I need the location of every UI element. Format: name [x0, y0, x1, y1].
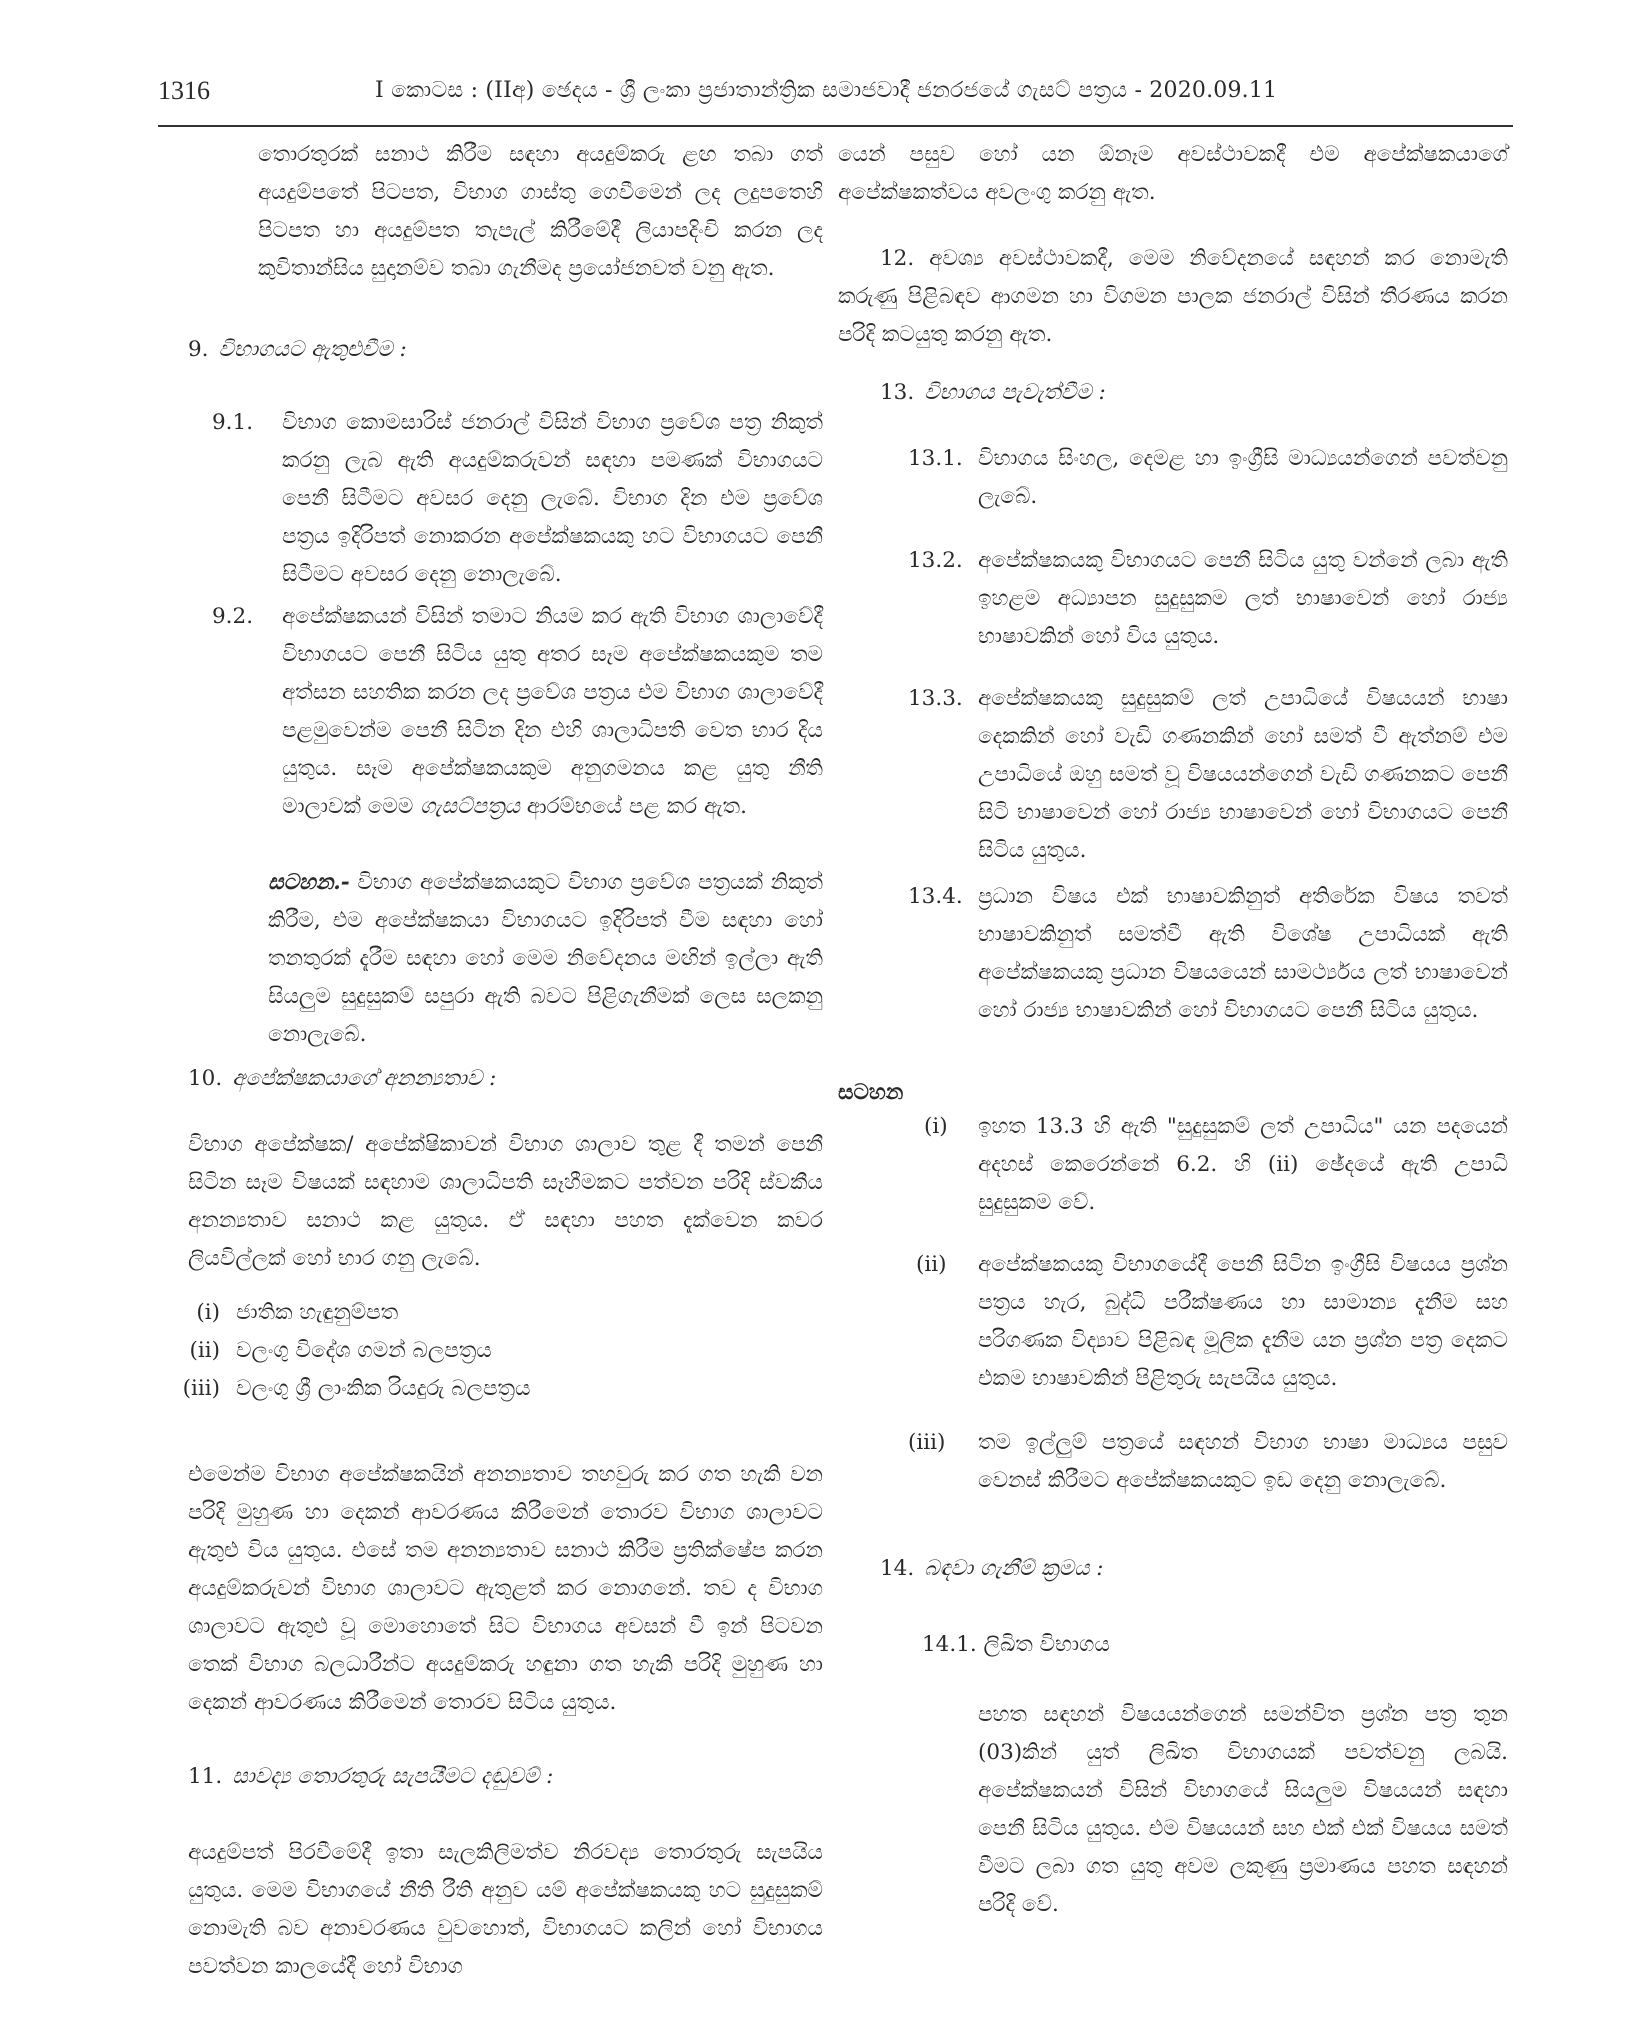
paragraph-text: එමෙන්ම විභාග අපේක්ෂකයින් අනන්‍යතාව තහවුරු කර ගත හැකි වන පරිදි මුහුණ හා දෙකන් ආවරණය කිරීමෙන් තොරව විභාග ශාලාවට ඇතුළු විය යුතුය. එසේ තම අනන්‍යතාව සනාථ කිරීම ප්‍රතික්ෂේප කරන අයදුම්කරුවන් විභාග ශාලාවට ඇතුළත් කර නොගනේ. තව ද විභාග ශාලාවට ඇතුළු වූ මොහොතේ සිට විභාගය අවසන් වී ඉන් පිටවන තෙක් විභාග බලධාරීන්ට අයදුම්කරු හඳුනා ගත හැකි පරිදි මුහුණ හා දෙකන් ආවරණය කිරීමෙන් තොරව සිටිය යුතුය.	[188, 1462, 823, 1715]
header-rule	[158, 125, 1513, 127]
clause-number: 13.2.	[908, 548, 963, 573]
clause-text: අපේක්ෂකයකු සුදුසුකම් ලත් උපාධියේ විෂයයන් භාෂා දෙකකින් හෝ වැඩි ගණනකින් හෝ සමත් වී ඇත්නම් එම උපාධියේ ඔහු සමත් වූ විෂයයන්ගෙන් වැඩි ගණනකට පෙනී සිටි භාෂාවෙන් හෝ රාජ්‍ය භාෂාවෙන් හෝ විභාගයට පෙනී සිටිය යුතුය.	[978, 686, 1508, 863]
section-title: විභාගය පැවැත්වීම :	[924, 380, 1106, 405]
section-title: බඳවා ගැනීම් ක්‍රමය :	[924, 1556, 1104, 1581]
section-13-heading	[838, 374, 1508, 412]
section-number: 10.	[188, 1066, 223, 1091]
note-9-2	[188, 864, 823, 1054]
section-14-heading	[838, 1550, 1508, 1588]
section-10-paragraph-2	[188, 1456, 823, 1722]
section-9-heading	[188, 331, 823, 369]
paragraph-text: පහත සඳහන් විෂයයන්ගෙන් සමන්විත ප්‍රශ්න පත්‍ර තුන (03)කින් යුත් ලිඛිත විභාගයක් පවත්වනු ලබයි. අපේක්ෂකයන් විසින් විභාගයේ සියලුම විෂයයන් සඳහා පෙනී සිටිය යුතුය. එම විෂයයන් සහ එක් එක් විෂයය සමත් වීමට ලබා ගත යුතු අවම ලකුණු ප්‍රමාණය පහත සඳහන් පරිදි වේ.	[978, 1702, 1508, 1917]
clause-text: ප්‍රධාන විෂය එක් භාෂාවකිනුත් අතිරේක විෂය තවත් භාෂාවකිනුත් සමත්වී ඇති විශේෂ උපාධියක් ඇති අපේක්ෂකයකු ප්‍රධාන විෂයයෙන් සාමර්ථ්‍යය ලත් භාෂාවෙන් හෝ රාජ්‍ය භාෂාවකින් හෝ විභාගයට පෙනී සිටිය යුතුය.	[978, 884, 1508, 1023]
note-item: (iii) තම ඉල්ලුම් පත්‍රයේ සඳහන් විභාග භාෂා මාධ්‍යය පසුව වෙනස් කිරීමට අපේක්ෂකයකුට ඉඩ දෙනු නොලැබේ.	[908, 1430, 1508, 1493]
clause-text: අපේක්ෂකයන් විසින් තමාට නියම කර ඇති විභාග ශාලාවේදී විභාගයට පෙනී සිටිය යුතු අතර සෑම අපේක්ෂකයකුම තම අත්සන සහතික කරන ලද ප්‍රවේශ පත්‍රය එම විභාග ශාලාවේදී පළමුවෙන්ම පෙනී සිටින දින එහි ශාලාධිපති වෙත භාර දිය යුතුය. සෑම අපේක්ෂකයකුම අනුගමනය කළ යුතු නීති මාලාවක් මෙම ගැසට්පත්‍රය ආරම්භයේ පළ කර ඇත.	[282, 604, 823, 819]
note-label: සටහන.-	[268, 870, 350, 895]
page-number: 1316	[158, 76, 210, 105]
clause-text: විභාග කොමසාරිස් ජනරාල් විසින් විභාග ප්‍රවේශ පත්‍ර නිකුත් කරනු ලැබ ඇති අයදුම්කරුවන් සඳහා පමණක් විභාගයට පෙනී සිටීමට අවසර දෙනු ලැබේ. විභාග දින එම ප්‍රවේශ පත්‍රය ඉදිරිපත් නොකරන අපේක්ෂකයකු හට විභාගයට පෙනී සිටීමට අවසර දෙනු නොලැබේ.	[282, 410, 823, 587]
running-header: I කොටස : (IIඅ) ඡෙදය - ශ්‍රී ලංකා ප්‍රජාතාන්ත්‍රික සමාජවාදී ජනරජයේ ගැසට් පත්‍රය - 2020.09.11	[375, 78, 1278, 103]
section-title: විභාගයට ඇතුළුවීම :	[218, 337, 407, 362]
clause-13-3	[838, 680, 1508, 870]
section-title: සාවද්‍ය තොරතුරු සැපයීමට දඬුවම් :	[232, 1764, 554, 1789]
section-11-heading	[188, 1758, 823, 1796]
note-text: සටහන.- විභාග අපේක්ෂකයකුට විභාග ප්‍රවේශ පත්‍රයක් නිකුත් කිරීම, එම අපේක්ෂකයා විභාගයට ඉදිරිපත් වීම සඳහා හෝ තනතුරක් දැරීම සඳහා හෝ මෙම නිවේදනය මඟින් ඉල්ලා ඇති සියලුම සුදුසුකම් සපුරා ඇති බවට පිළිගැනීමක් ලෙස සලකනු නොලැබේ.	[268, 870, 823, 1047]
paragraph-text: අයදුම්පත් පිරවීමේදී ඉතා සැලකිලිමත්ව නිරවද්‍ය තොරතුරු සැපයිය යුතුය. මෙම විභාගයේ නීති රීති අනුව යම් අපේක්ෂකයකු හට සුදුසුකම් නොමැති බව අනාවරණය වුවහොත්, විභාගයට කලින් හෝ විභාගය පවත්වන කාලයේදී හෝ විභාග	[188, 1840, 823, 1979]
clause-13-2	[838, 542, 1508, 656]
clause-text: විභාගය සිංහල, දෙමළ හා ඉංග්‍රීසි මාධ්‍යයන්ගෙන් පවත්වනු ලැබේ.	[978, 446, 1508, 509]
clause-13-1	[838, 440, 1508, 516]
note-item: (i) ඉහත 13.3 හි ඇති "සුදුසුකම් ලත් උපාධිය" යන පදයෙන් අදහස් කෙරෙන්නේ 6.2. හි (ii) ඡේදයේ ඇති උපාධි සුදුසුකම වේ.	[924, 1114, 1508, 1215]
clause-number: 9.1.	[212, 410, 254, 435]
paragraph-text: යෙන් පසුව හෝ යන ඕනෑම අවස්ථාවකදී එම අපේක්ෂකයාගේ අපේක්ෂකත්වය අවලංගු කරනු ඇත.	[838, 142, 1508, 205]
clause-13-4	[838, 878, 1508, 1030]
clause-text: අපේක්ෂකයකු විභාගයට පෙනී සිටිය යුතු වන්නේ ලබා ඇති ඉහළම අධ්‍යාපන සුදුසුකම ලත් භාෂාවෙන් හෝ රාජ්‍ය භාෂාවකින් හෝ විය යුතුය.	[978, 548, 1508, 649]
gazette-italic: ගැසට්පත්‍රය	[420, 794, 520, 819]
section-12-paragraph	[838, 240, 1508, 354]
continued-paragraph	[188, 136, 823, 288]
note-item: (ii) අපේක්ෂකයකු විභාගයේදී පෙනී සිටින ඉංග්‍රීසි විෂයය ප්‍රශ්න පත්‍රය හැර, බුද්ධි පරීක්ෂණය හා සාමාන්‍ය දැනීම සහ පරිගණක විද්‍යාව පිළිබඳ මූලික දැනීම යන ප්‍රශ්න පත්‍ර දෙකට එකම භාෂාවකින් පිළිතුරු සැපයිය යුතුය.	[916, 1252, 1508, 1391]
clause-number: 9.2.	[212, 604, 254, 629]
section-11-paragraph	[188, 1834, 823, 1986]
section-number: 14.	[880, 1556, 915, 1581]
section-number: 13.	[880, 380, 915, 405]
list-item: (iii) වලංගු ශ්‍රී ලාංකික රියදුරු බලපත්‍රය	[182, 1376, 531, 1401]
notes-heading: සටහන	[838, 1080, 904, 1105]
clause-number: 13.1.	[908, 446, 963, 471]
section-10-heading	[188, 1060, 823, 1098]
list-item: (i) ජාතික හැඳුනුම්පත	[196, 1300, 399, 1325]
clause-number: 13.4.	[908, 884, 963, 909]
paragraph-text: තොරතුරක් සනාථ කිරීම සඳහා අයදුම්කරු ළඟ තබා ගත් අයදුම්පතේ පිටපත, විභාග ගාස්තු ගෙවීමෙන් ලද ලදුපතෙහි පිටපත හා අයදුම්පත තැපැල් කිරීමේදී ලියාපදිංචි කරන ලද කුවිතාන්සිය සුදානම්ව තබා ගැනීමද ප්‍රයෝජනවත් වනු ඇත.	[258, 142, 823, 281]
paragraph-text: 12. අවශ්‍ය අවස්ථාවකදී, මෙම නිවේදනයේ සඳහන් කර නොමැති කරුණු පිළිබඳව ආගමන හා විගමන පාලක ජනරාල් විසින් තීරණය කරන පරිදි කටයුතු කරනු ඇත.	[838, 246, 1508, 347]
paragraph-text: විභාග අපේක්ෂක/ අපේක්ෂිකාවන් විභාග ශාලාව තුළ දී තමන් පෙනී සිටින සෑම විෂයක් සඳහාම ශාලාධිපති සෑහීමකට පත්වන පරිදි ස්වකීය අනන්‍යතාව සනාථ කළ යුතුය. ඒ සඳහා පහත දැක්වෙන කවර ලියවිල්ලක් හෝ භාර ගනු ලැබේ.	[188, 1132, 823, 1271]
id-document-list	[178, 1294, 823, 1408]
section-number: 11.	[188, 1764, 223, 1789]
clause-9-2	[188, 598, 823, 826]
section-title: අපේක්ෂකයාගේ අනන්‍යතාව :	[232, 1066, 497, 1091]
subsection-14-1-paragraph	[838, 1696, 1508, 1924]
continued-paragraph	[838, 136, 1508, 212]
clause-number: 13.3.	[908, 686, 963, 711]
clause-9-1	[188, 404, 823, 594]
section-number: 9.	[188, 337, 209, 362]
subsection-14-1-heading: 14.1. ලිඛිත විභාගය	[922, 1632, 1110, 1657]
section-10-paragraph	[188, 1126, 823, 1278]
list-item: (ii) වලංගු විදේශ ගමන් බලපත්‍රය	[189, 1338, 492, 1363]
